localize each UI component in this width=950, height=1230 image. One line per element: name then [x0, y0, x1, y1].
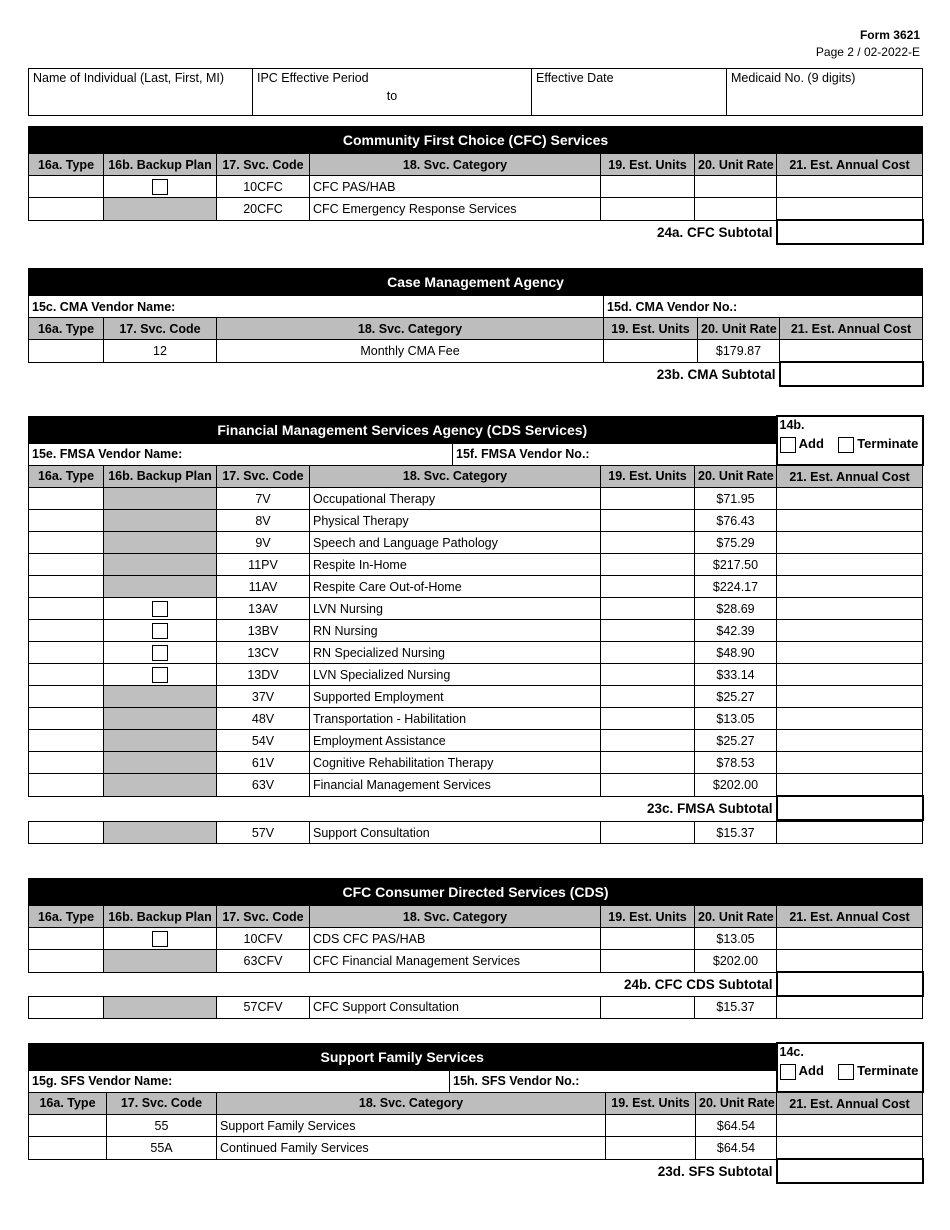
cma-vendor-no-label: 15d. CMA Vendor No.:	[607, 299, 738, 314]
svc-code: 11PV	[217, 554, 310, 576]
est-cost-cell[interactable]	[777, 598, 923, 620]
cma-table	[28, 268, 924, 387]
est-cost-cell[interactable]	[777, 576, 923, 598]
col-est-annual-cost: 21. Est. Annual Cost	[777, 465, 923, 488]
table-row	[29, 686, 923, 708]
sfs-box-label: 14c.	[779, 1045, 804, 1059]
col-est-annual-cost: 21. Est. Annual Cost	[777, 1092, 923, 1115]
backup-plan-cell	[104, 996, 217, 1019]
cfc-subtotal-label: 24a. CFC Subtotal	[656, 224, 773, 240]
sfs-subtotal-field[interactable]	[777, 1159, 923, 1183]
svc-code: 63CFV	[217, 950, 310, 973]
est-cost-cell[interactable]	[777, 642, 923, 664]
backup-plan-cell	[104, 176, 217, 198]
unit-rate: $13.05	[695, 708, 777, 730]
svc-category: CDS CFC PAS/HAB	[310, 928, 601, 950]
backup-plan-cell	[104, 752, 217, 774]
backup-plan-cell	[104, 950, 217, 973]
sfs-vendor-name-label: 15g. SFS Vendor Name:	[32, 1074, 173, 1088]
est-cost-cell[interactable]	[777, 532, 923, 554]
svc-code: 13BV	[217, 620, 310, 642]
unit-rate	[695, 176, 777, 198]
col-svc-code: 17. Svc. Code	[217, 906, 310, 928]
est-cost-cell[interactable]	[777, 950, 923, 973]
svc-category: Monthly CMA Fee	[217, 340, 604, 363]
medicaid-number-field[interactable]	[727, 69, 923, 116]
svc-category: Support Consultation	[310, 822, 601, 844]
est-units-cell[interactable]	[601, 554, 695, 576]
est-cost-cell[interactable]	[777, 708, 923, 730]
unit-rate: $48.90	[695, 642, 777, 664]
col-backup-plan: 16b. Backup Plan	[104, 465, 217, 488]
type-cell[interactable]	[29, 822, 104, 844]
unit-rate: $25.27	[695, 730, 777, 752]
sfs-terminate-checkbox[interactable]	[838, 1064, 854, 1080]
est-cost-cell[interactable]	[777, 996, 923, 1019]
fmsa-action-box	[777, 416, 923, 465]
est-cost-cell[interactable]	[777, 822, 923, 844]
est-units-cell[interactable]	[601, 730, 695, 752]
table-row	[29, 642, 923, 664]
svc-category: LVN Nursing	[310, 598, 601, 620]
col-type: 16a. Type	[29, 154, 104, 176]
col-est-annual-cost: 21. Est. Annual Cost	[777, 154, 923, 176]
unit-rate: $71.95	[695, 488, 777, 510]
est-units-cell[interactable]	[601, 822, 695, 844]
svc-code: 10CFC	[217, 176, 310, 198]
type-cell[interactable]	[29, 686, 104, 708]
cma-subtotal-label: 23b. CMA Subtotal	[656, 366, 776, 382]
backup-plan-cell	[104, 642, 217, 664]
individual-name-label: Name of Individual (Last, First, MI)	[33, 71, 225, 85]
svc-category: CFC Financial Management Services	[310, 950, 601, 973]
col-type: 16a. Type	[29, 1092, 107, 1115]
backup-plan-cell	[104, 686, 217, 708]
fmsa-terminate-label: Terminate	[857, 436, 919, 451]
type-cell[interactable]	[29, 664, 104, 686]
backup-plan-cell	[104, 488, 217, 510]
type-cell[interactable]	[29, 708, 104, 730]
table-row	[29, 340, 923, 363]
col-est-units: 19. Est. Units	[601, 465, 695, 488]
col-est-units: 19. Est. Units	[604, 318, 698, 340]
type-cell[interactable]	[29, 532, 104, 554]
est-cost-cell[interactable]	[777, 774, 923, 797]
unit-rate: $64.54	[696, 1115, 777, 1137]
type-cell[interactable]	[29, 176, 104, 198]
sfs-add-label: Add	[798, 1063, 824, 1078]
type-cell[interactable]	[29, 950, 104, 973]
backup-plan-cell	[104, 620, 217, 642]
fmsa-vendor-no-field[interactable]	[453, 443, 777, 465]
est-units-cell[interactable]	[606, 1115, 696, 1137]
est-cost-cell[interactable]	[777, 752, 923, 774]
type-cell[interactable]	[29, 774, 104, 797]
col-backup-plan: 16b. Backup Plan	[104, 154, 217, 176]
svc-code: 48V	[217, 708, 310, 730]
svc-code: 8V	[217, 510, 310, 532]
backup-plan-cell	[104, 598, 217, 620]
effective-date-field[interactable]	[532, 69, 727, 116]
est-units-cell[interactable]	[606, 1137, 696, 1160]
page-number: Page 2 / 02-2022-E	[815, 45, 920, 59]
table-row	[29, 1115, 923, 1137]
sfs-subtotal-label: 23d. SFS Subtotal	[657, 1163, 773, 1179]
unit-rate: $76.43	[695, 510, 777, 532]
unit-rate: $15.37	[695, 822, 777, 844]
backup-plan-cell	[104, 928, 217, 950]
fmsa-subtotal-label: 23c. FMSA Subtotal	[647, 800, 773, 816]
svc-category: Employment Assistance	[310, 730, 601, 752]
est-units-cell[interactable]	[601, 664, 695, 686]
ipc-to-label: to	[386, 89, 398, 103]
cfc-services-table	[28, 126, 924, 245]
sfs-vendor-no-field[interactable]	[450, 1070, 777, 1092]
type-cell[interactable]	[29, 576, 104, 598]
col-svc-category: 18. Svc. Category	[217, 1092, 606, 1115]
sfs-title: Support Family Services	[29, 1043, 777, 1070]
est-units-cell[interactable]	[601, 598, 695, 620]
table-row	[29, 176, 923, 198]
est-cost-cell[interactable]	[777, 664, 923, 686]
svc-category: CFC Emergency Response Services	[310, 198, 601, 221]
col-type: 16a. Type	[29, 318, 104, 340]
est-units-cell[interactable]	[601, 708, 695, 730]
backup-plan-cell	[104, 730, 217, 752]
backup-plan-checkbox[interactable]	[152, 179, 168, 195]
backup-plan-checkbox[interactable]	[152, 931, 168, 947]
type-cell[interactable]	[29, 554, 104, 576]
col-backup-plan: 16b. Backup Plan	[104, 906, 217, 928]
medicaid-number-label: Medicaid No. (9 digits)	[731, 71, 856, 85]
fmsa-add-label: Add	[798, 436, 824, 451]
cma-vendor-no-field[interactable]	[604, 296, 923, 318]
cma-title: Case Management Agency	[29, 269, 923, 296]
col-est-annual-cost: 21. Est. Annual Cost	[777, 906, 923, 928]
svc-code: 7V	[217, 488, 310, 510]
svc-code: 10CFV	[217, 928, 310, 950]
fmsa-title: Financial Management Services Agency (CDS Services)	[29, 416, 777, 443]
col-est-units: 19. Est. Units	[606, 1092, 696, 1115]
svc-category: RN Nursing	[310, 620, 601, 642]
fmsa-vendor-no-label: 15f. FMSA Vendor No.:	[456, 447, 590, 461]
backup-plan-cell	[104, 822, 217, 844]
backup-plan-checkbox[interactable]	[152, 601, 168, 617]
sfs-terminate-label: Terminate	[857, 1063, 919, 1078]
table-row	[29, 928, 923, 950]
table-row	[29, 198, 923, 221]
svc-code: 63V	[217, 774, 310, 797]
cma-vendor-name-field[interactable]	[29, 296, 604, 318]
est-units-cell[interactable]	[601, 928, 695, 950]
backup-plan-cell	[104, 708, 217, 730]
svc-code: 13CV	[217, 642, 310, 664]
col-svc-category: 18. Svc. Category	[310, 154, 601, 176]
type-cell[interactable]	[29, 620, 104, 642]
svc-category: CFC Support Consultation	[310, 996, 601, 1019]
est-units-cell[interactable]	[601, 576, 695, 598]
svc-code: 13AV	[217, 598, 310, 620]
individual-name-field[interactable]	[29, 69, 253, 116]
svc-code: 11AV	[217, 576, 310, 598]
table-row	[29, 664, 923, 686]
est-cost-cell[interactable]	[777, 730, 923, 752]
svc-code: 37V	[217, 686, 310, 708]
est-cost-cell[interactable]	[777, 198, 923, 221]
est-units-cell[interactable]	[601, 510, 695, 532]
type-cell[interactable]	[29, 1137, 107, 1160]
backup-plan-cell	[104, 576, 217, 598]
est-units-cell[interactable]	[601, 686, 695, 708]
col-unit-rate: 20. Unit Rate	[695, 465, 777, 488]
sfs-action-box	[777, 1043, 923, 1092]
svc-code: 54V	[217, 730, 310, 752]
table-row	[29, 488, 923, 510]
sfs-add-checkbox[interactable]	[780, 1064, 796, 1080]
col-est-units: 19. Est. Units	[601, 906, 695, 928]
type-cell[interactable]	[29, 996, 104, 1019]
svc-code: 20CFC	[217, 198, 310, 221]
svc-category: RN Specialized Nursing	[310, 642, 601, 664]
svc-code: 12	[104, 340, 217, 363]
table-row	[29, 730, 923, 752]
svc-category: Cognitive Rehabilitation Therapy	[310, 752, 601, 774]
backup-plan-cell	[104, 554, 217, 576]
svc-code: 13DV	[217, 664, 310, 686]
form-header	[816, 28, 920, 59]
unit-rate: $13.05	[695, 928, 777, 950]
type-cell[interactable]	[29, 730, 104, 752]
cfc-title: Community First Choice (CFC) Services	[29, 127, 923, 154]
est-units-cell[interactable]	[601, 198, 695, 221]
table-row	[29, 620, 923, 642]
svc-category: Occupational Therapy	[310, 488, 601, 510]
svc-code: 55A	[107, 1137, 217, 1160]
unit-rate: $202.00	[695, 950, 777, 973]
unit-rate: $25.27	[695, 686, 777, 708]
type-cell[interactable]	[29, 928, 104, 950]
est-units-cell[interactable]	[601, 176, 695, 198]
backup-plan-cell	[104, 198, 217, 221]
svc-code: 57V	[217, 822, 310, 844]
effective-date-label: Effective Date	[536, 71, 614, 85]
backup-plan-cell	[104, 774, 217, 797]
cds-subtotal-field[interactable]	[777, 972, 923, 996]
type-cell[interactable]	[29, 510, 104, 532]
backup-plan-cell	[104, 532, 217, 554]
fmsa-vendor-name-field[interactable]	[29, 443, 453, 465]
backup-plan-checkbox[interactable]	[152, 667, 168, 683]
col-svc-code: 17. Svc. Code	[217, 465, 310, 488]
sfs-vendor-name-field[interactable]	[29, 1070, 450, 1092]
col-svc-code: 17. Svc. Code	[107, 1092, 217, 1115]
col-unit-rate: 20. Unit Rate	[695, 906, 777, 928]
col-est-units: 19. Est. Units	[601, 154, 695, 176]
est-cost-cell[interactable]	[777, 510, 923, 532]
est-units-cell[interactable]	[601, 996, 695, 1019]
est-cost-cell[interactable]	[780, 340, 923, 363]
fmsa-add-checkbox[interactable]	[780, 437, 796, 453]
svc-code: 9V	[217, 532, 310, 554]
svc-category: Financial Management Services	[310, 774, 601, 797]
table-row	[29, 510, 923, 532]
unit-rate: $28.69	[695, 598, 777, 620]
col-unit-rate: 20. Unit Rate	[696, 1092, 777, 1115]
type-cell[interactable]	[29, 752, 104, 774]
cds-title: CFC Consumer Directed Services (CDS)	[29, 879, 923, 906]
backup-plan-cell	[104, 510, 217, 532]
est-units-cell[interactable]	[601, 532, 695, 554]
unit-rate: $42.39	[695, 620, 777, 642]
est-units-cell[interactable]	[601, 752, 695, 774]
svc-category: CFC PAS/HAB	[310, 176, 601, 198]
table-row	[29, 532, 923, 554]
table-row	[29, 752, 923, 774]
cma-subtotal-field[interactable]	[780, 362, 923, 386]
table-row	[29, 950, 923, 973]
svc-category: Continued Family Services	[217, 1137, 606, 1160]
fmsa-box-label: 14b.	[779, 418, 805, 432]
est-units-cell[interactable]	[601, 774, 695, 797]
est-units-cell[interactable]	[601, 950, 695, 973]
svc-code: 57CFV	[217, 996, 310, 1019]
fmsa-table	[28, 415, 924, 844]
fmsa-terminate-checkbox[interactable]	[838, 437, 854, 453]
svc-category: LVN Specialized Nursing	[310, 664, 601, 686]
svc-category: Transportation - Habilitation	[310, 708, 601, 730]
type-cell[interactable]	[29, 340, 104, 363]
cds-subtotal-label: 24b. CFC CDS Subtotal	[623, 976, 773, 992]
type-cell[interactable]	[29, 642, 104, 664]
col-svc-code: 17. Svc. Code	[104, 318, 217, 340]
svc-category: Support Family Services	[217, 1115, 606, 1137]
col-unit-rate: 20. Unit Rate	[695, 154, 777, 176]
fmsa-vendor-name-label: 15e. FMSA Vendor Name:	[32, 447, 183, 461]
unit-rate: $75.29	[695, 532, 777, 554]
type-cell[interactable]	[29, 1115, 107, 1137]
est-cost-cell[interactable]	[777, 686, 923, 708]
unit-rate: $217.50	[695, 554, 777, 576]
table-row	[29, 708, 923, 730]
cds-table	[28, 878, 924, 1019]
est-cost-cell[interactable]	[777, 1137, 923, 1160]
cfc-subtotal-field[interactable]	[777, 220, 923, 244]
est-cost-cell[interactable]	[777, 488, 923, 510]
svc-category: Supported Employment	[310, 686, 601, 708]
col-svc-code: 17. Svc. Code	[217, 154, 310, 176]
unit-rate: $33.14	[695, 664, 777, 686]
est-units-cell[interactable]	[601, 642, 695, 664]
svc-code: 61V	[217, 752, 310, 774]
ipc-period-field[interactable]	[253, 69, 532, 116]
svc-category: Speech and Language Pathology	[310, 532, 601, 554]
col-svc-category: 18. Svc. Category	[217, 318, 604, 340]
type-cell[interactable]	[29, 488, 104, 510]
svc-code: 55	[107, 1115, 217, 1137]
col-est-annual-cost: 21. Est. Annual Cost	[780, 318, 923, 340]
est-cost-cell[interactable]	[777, 554, 923, 576]
unit-rate: $224.17	[695, 576, 777, 598]
unit-rate: $15.37	[695, 996, 777, 1019]
type-cell[interactable]	[29, 198, 104, 221]
col-svc-category: 18. Svc. Category	[310, 906, 601, 928]
table-row	[29, 554, 923, 576]
sfs-table	[28, 1042, 924, 1184]
backup-plan-checkbox[interactable]	[152, 645, 168, 661]
est-units-cell[interactable]	[601, 488, 695, 510]
unit-rate: $78.53	[695, 752, 777, 774]
est-cost-cell[interactable]	[777, 1115, 923, 1137]
identification-table	[28, 68, 923, 116]
sfs-vendor-no-label: 15h. SFS Vendor No.:	[453, 1074, 580, 1088]
svc-category: Respite Care Out-of-Home	[310, 576, 601, 598]
unit-rate: $64.54	[696, 1137, 777, 1160]
ipc-period-label: IPC Effective Period	[257, 71, 369, 85]
col-svc-category: 18. Svc. Category	[310, 465, 601, 488]
est-cost-cell[interactable]	[777, 928, 923, 950]
table-row	[29, 576, 923, 598]
unit-rate: $202.00	[695, 774, 777, 797]
unit-rate	[695, 198, 777, 221]
form-number: Form 3621	[859, 28, 920, 42]
table-row	[29, 822, 923, 844]
col-type: 16a. Type	[29, 465, 104, 488]
est-units-cell[interactable]	[601, 620, 695, 642]
table-row	[29, 996, 923, 1019]
est-cost-cell[interactable]	[777, 176, 923, 198]
table-row	[29, 774, 923, 797]
svc-category: Physical Therapy	[310, 510, 601, 532]
table-row	[29, 1137, 923, 1160]
est-cost-cell[interactable]	[777, 620, 923, 642]
unit-rate: $179.87	[698, 340, 780, 363]
col-unit-rate: 20. Unit Rate	[698, 318, 780, 340]
col-type: 16a. Type	[29, 906, 104, 928]
svc-category: Respite In-Home	[310, 554, 601, 576]
cma-vendor-name-label: 15c. CMA Vendor Name:	[32, 299, 176, 314]
type-cell[interactable]	[29, 598, 104, 620]
fmsa-subtotal-field[interactable]	[777, 796, 923, 820]
est-units-cell[interactable]	[604, 340, 698, 363]
table-row	[29, 598, 923, 620]
backup-plan-checkbox[interactable]	[152, 623, 168, 639]
backup-plan-cell	[104, 664, 217, 686]
